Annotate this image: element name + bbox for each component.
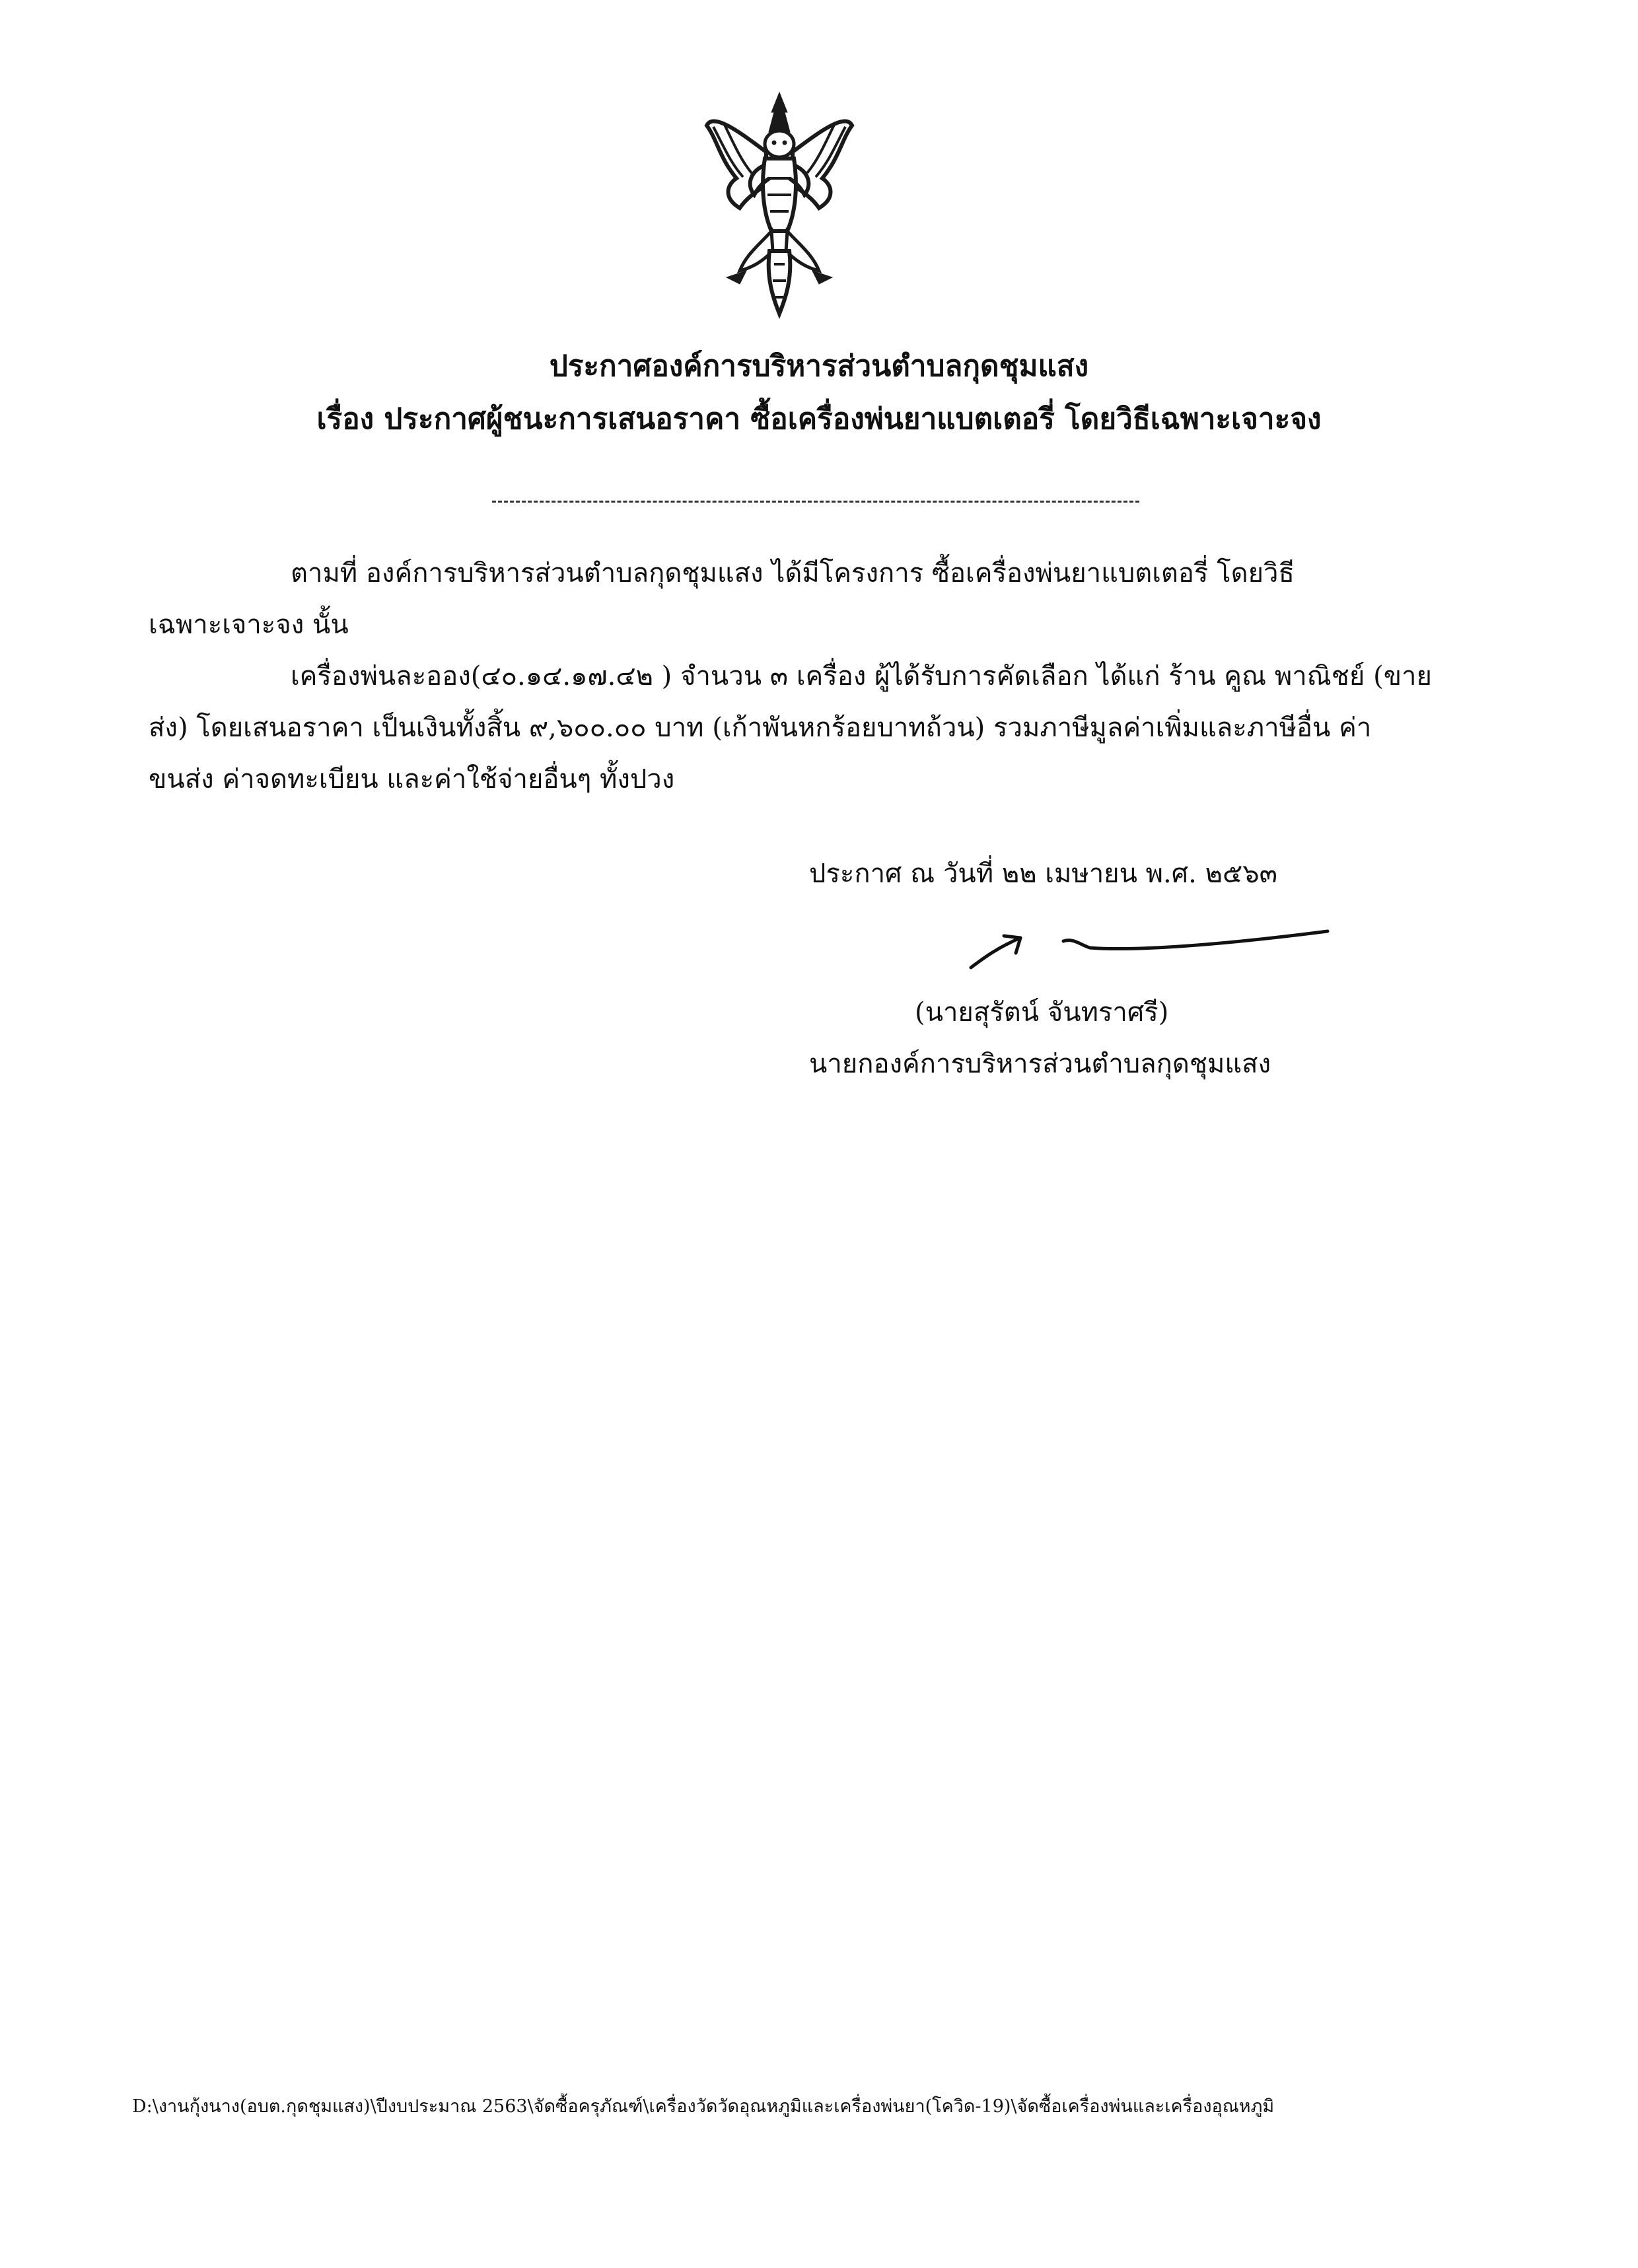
paragraph-2-line-1: เครื่องพ่นละออง(๔๐.๑๔.๑๗.๔๒ ) จำนวน ๓ เครื่อง ผู้ได้รับการคัดเลือก ได้แก่ ร้าน คูณ พาณิชย์ (ขาย [291, 661, 1432, 691]
announce-date: ประกาศ ณ วันที่ ๒๒ เมษายน พ.ศ. ๒๕๖๓ [809, 859, 1277, 889]
signatory-position: นายกองค์การบริหารส่วนตำบลกุดชุมแสง [809, 1049, 1271, 1079]
paragraph-2-line-2: ส่ง) โดยเสนอราคา เป็นเงินทั้งสิ้น ๙,๖๐๐.๐๐ บาท (เก้าพันหกร้อยบาทถ้วน) รวมภาษีมูลค่าเพิ่มและภาษีอื่น ค่า [149, 713, 1372, 743]
signatory-name: (นายสุรัตน์ จันทราศรี) [915, 997, 1169, 1028]
title-divider [492, 501, 1139, 503]
handwritten-signature [958, 921, 1347, 981]
document-subject: เรื่อง ประกาศผู้ชนะการเสนอราคา ซื้อเครื่องพ่นยาแบตเตอรี่ โดยวิธีเฉพาะเจาะจง [316, 402, 1322, 436]
file-path-footer: D:\งานกุ้งนาง(อบต.กุดชุมแสง)\ปีงบประมาณ 2563\จัดซื้อครุภัณฑ์\เครื่องวัดวัดอุณหภูมิและเครื่องพ่นยา(โควิด-19)\จัดซื้อเครื่องพ่นและเครื่องอุณหภูมิ [132, 2096, 1275, 2117]
paragraph-2-line-3: ขนส่ง ค่าจดทะเบียน และค่าใช้จ่ายอื่นๆ ทั้งปวง [149, 764, 675, 795]
garuda-emblem-icon [700, 86, 859, 324]
document-title: ประกาศองค์การบริหารส่วนตำบลกุดชุมแสง [549, 349, 1089, 383]
paragraph-1-line-1: ตามที่ องค์การบริหารส่วนตำบลกุดชุมแสง ได้มีโครงการ ซื้อเครื่องพ่นยาแบตเตอรี่ โดยวิธี [291, 558, 1295, 588]
paragraph-1-line-2: เฉพาะเจาะจง นั้น [149, 610, 349, 640]
